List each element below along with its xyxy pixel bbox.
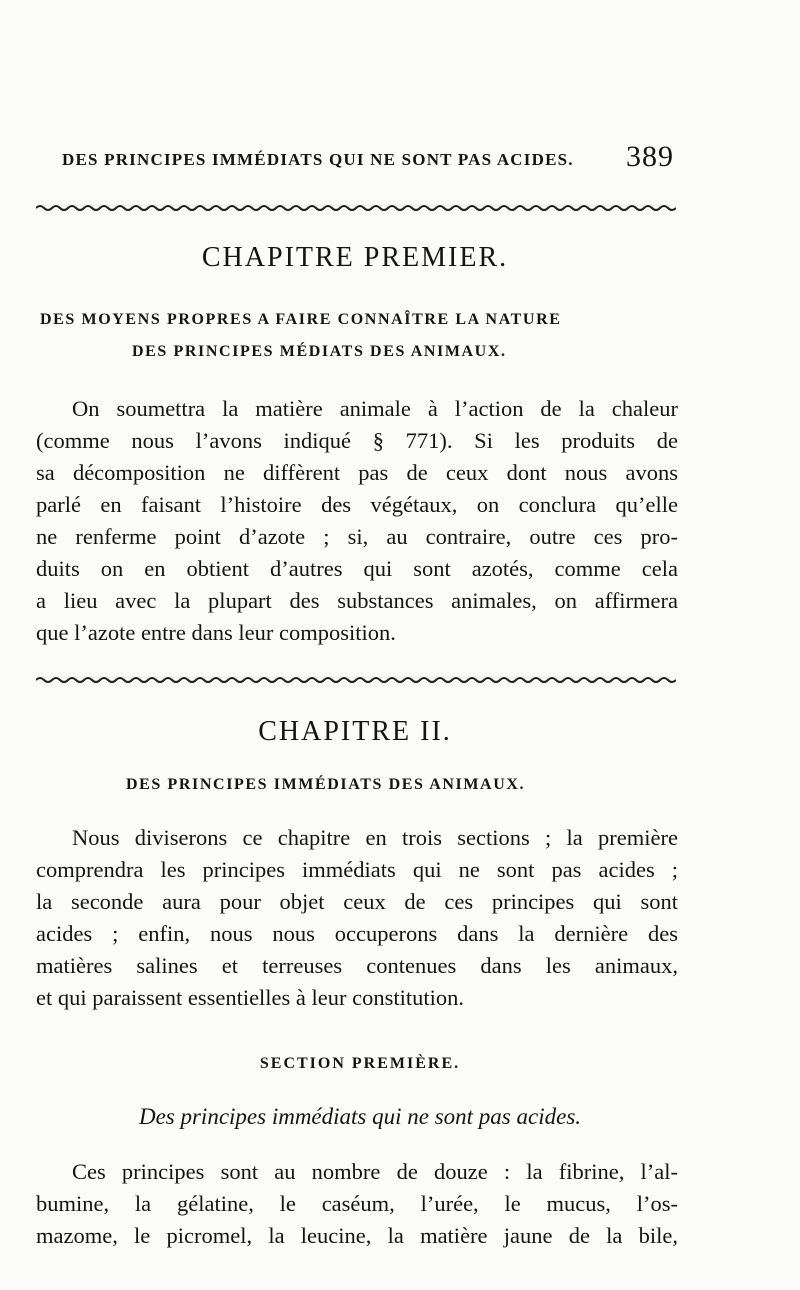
text-line: a lieu avec la plupart des substances animales, on affirmera bbox=[36, 588, 678, 613]
ornamental-rule-middle bbox=[36, 676, 676, 684]
running-head bbox=[62, 140, 682, 176]
text-line: parlé en faisant l’histoire des végétaux, on conclura qu’elle bbox=[36, 492, 678, 517]
text-line: et qui paraissent essentielles à leur constitution. bbox=[36, 985, 465, 1010]
chapter-2-paragraph bbox=[36, 822, 678, 1014]
chapter-2-subtitle: DES PRINCIPES IMMÉDIATS DES ANIMAUX. bbox=[126, 776, 526, 793]
text-line: la seconde aura pour objet ceux de ces principes qui sont bbox=[36, 889, 678, 914]
section-1-paragraph bbox=[36, 1156, 678, 1252]
text-line: comprendra les principes immédiats qui ne sont pas acides ; bbox=[36, 857, 678, 882]
text-line: ne renferme point d’azote ; si, au contraire, outre ces pro- bbox=[36, 524, 678, 549]
chapter-2-title: CHAPITRE II. bbox=[258, 716, 452, 747]
text-line: Ces principes sont au nombre de douze : la fibrine, l’al- bbox=[72, 1159, 678, 1184]
chapter-1-paragraph bbox=[36, 393, 678, 649]
text-line: duits on en obtient d’autres qui sont azotés, comme cela bbox=[36, 556, 678, 581]
ornamental-rule-top bbox=[36, 204, 676, 212]
section-1-subtitle: Des principes immédiats qui ne sont pas acides. bbox=[138, 1104, 582, 1129]
text-line: bumine, la gélatine, le caséum, l’urée, le mucus, l’os- bbox=[36, 1191, 678, 1216]
section-1-heading: SECTION PREMIÈRE. bbox=[259, 1055, 461, 1072]
text-line: que l’azote entre dans leur composition. bbox=[36, 620, 396, 645]
page-number: 389 bbox=[626, 140, 674, 173]
chapter-1-subtitle-line-1: DES MOYENS PROPRES A FAIRE CONNAÎTRE LA NATURE bbox=[40, 311, 562, 328]
text-line: Nous diviserons ce chapitre en trois sections ; la première bbox=[72, 825, 678, 850]
text-line: acides ; enfin, nous nous occuperons dans la dernière des bbox=[36, 921, 678, 946]
chapter-1-title: CHAPITRE PREMIER. bbox=[201, 242, 509, 273]
text-line: On soumettra la matière animale à l’action de la chaleur bbox=[72, 396, 678, 421]
chapter-1-subtitle-line-2: DES PRINCIPES MÉDIATS DES ANIMAUX. bbox=[132, 343, 507, 360]
text-line: matières salines et terreuses contenues dans les animaux, bbox=[36, 953, 678, 978]
text-line: sa décomposition ne diffèrent pas de ceux dont nous avons bbox=[36, 460, 678, 485]
text-line: mazome, le picromel, la leucine, la matière jaune de la bile, bbox=[36, 1223, 678, 1248]
text-line: (comme nous l’avons indiqué § 771). Si les produits de bbox=[36, 428, 678, 453]
running-title: DES PRINCIPES IMMÉDIATS QUI NE SONT PAS ACIDES. bbox=[62, 150, 574, 169]
